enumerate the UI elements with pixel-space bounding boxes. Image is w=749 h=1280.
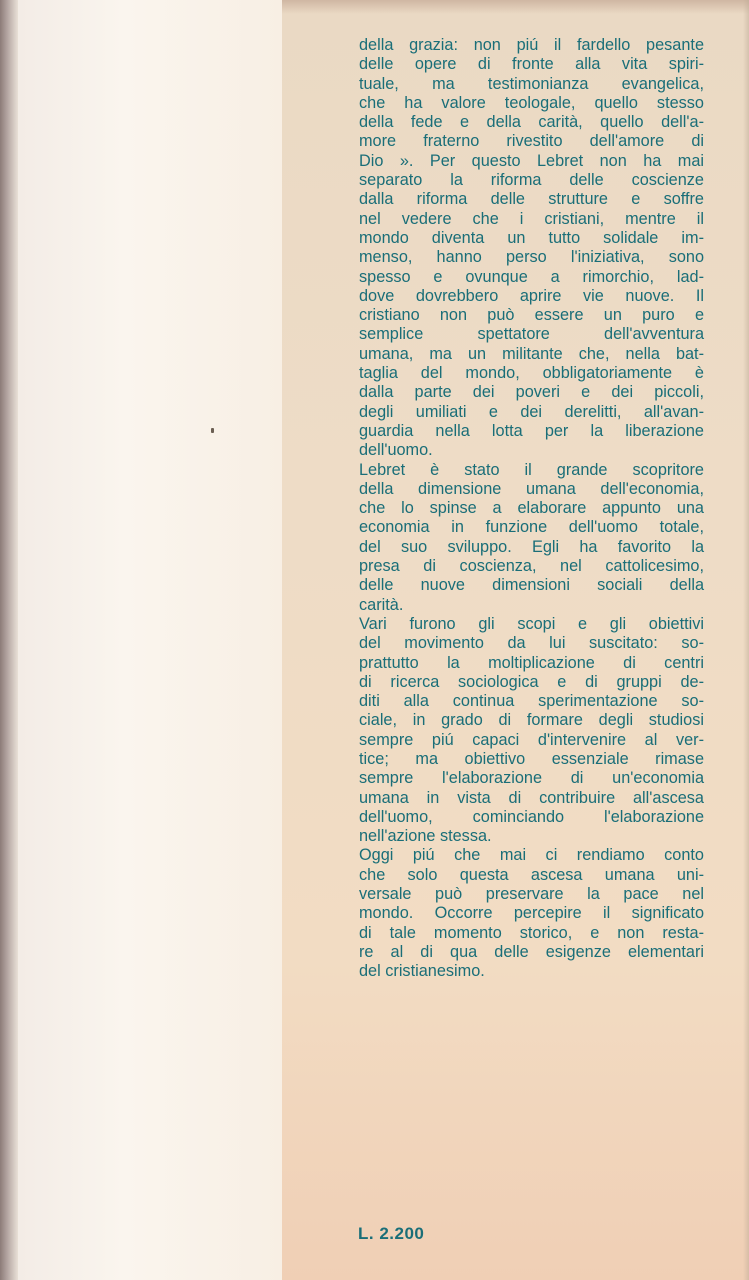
text-line: Vari furono gli scopi e gli obiettivi bbox=[359, 614, 704, 633]
text-line: menso, hanno perso l'iniziativa, sono bbox=[359, 248, 704, 267]
text-line: degli umiliati e dei derelitti, all'avan- bbox=[359, 402, 704, 421]
text-line: mondo diventa un tutto solidale im- bbox=[359, 228, 704, 247]
text-line: nell'azione stessa. bbox=[359, 827, 492, 846]
blurb-text bbox=[359, 36, 704, 982]
text-line: carità. bbox=[359, 595, 404, 614]
paragraph bbox=[359, 36, 704, 461]
text-line: del cristianesimo. bbox=[359, 962, 485, 981]
text-line: guardia nella lotta per la liberazione bbox=[359, 421, 704, 440]
text-line: della fede e della carità, quello dell'a- bbox=[359, 113, 704, 132]
book-spine-edge bbox=[0, 0, 18, 1280]
paragraph bbox=[359, 846, 704, 981]
text-line: tuale, ma testimonianza evangelica, bbox=[359, 74, 704, 93]
text-line: della grazia: non piú il fardello pesante bbox=[359, 36, 704, 54]
text-line: diti alla continua sperimentazione so- bbox=[359, 692, 704, 711]
text-line: sempre l'elaborazione di un'economia bbox=[359, 769, 704, 788]
paper-speck bbox=[211, 428, 214, 433]
text-line: prattutto la moltiplicazione di centri bbox=[359, 653, 704, 672]
text-line: separato la riforma delle coscienze bbox=[359, 171, 704, 190]
text-line: che lo spinse a elaborare appunto una bbox=[359, 499, 704, 518]
text-line: dove dovrebbero aprire vie nuove. Il bbox=[359, 286, 704, 305]
text-line: semplice spettatore dell'avventura bbox=[359, 325, 704, 344]
text-line: delle nuove dimensioni sociali della bbox=[359, 576, 704, 595]
text-line: di ricerca sociologica e di gruppi de- bbox=[359, 672, 704, 691]
cover-right-edge bbox=[743, 0, 749, 1280]
text-line: Lebret è stato il grande scopritore bbox=[359, 460, 704, 479]
paragraph bbox=[359, 615, 704, 847]
text-line: della dimensione umana dell'economia, bbox=[359, 479, 704, 498]
text-line: umana, ma un militante che, nella bat- bbox=[359, 344, 704, 363]
text-line: spesso e ovunque a rimorchio, lad- bbox=[359, 267, 704, 286]
text-line: dalla riforma delle strutture e soffre bbox=[359, 190, 704, 209]
price-label: L. 2.200 bbox=[358, 1224, 425, 1243]
inner-flap bbox=[18, 0, 282, 1280]
text-line: Oggi piú che mai ci rendiamo conto bbox=[359, 846, 704, 865]
text-line: ciale, in grado di formare degli studiosi bbox=[359, 711, 704, 730]
cover-top-shadow bbox=[282, 0, 749, 14]
text-line: Dio ». Per questo Lebret non ha mai bbox=[359, 151, 704, 170]
text-line: dell'uomo, cominciando l'elaborazione bbox=[359, 807, 704, 826]
text-line: tice; ma obiettivo essenziale rimase bbox=[359, 749, 704, 768]
text-line: sempre piú capaci d'intervenire al ver- bbox=[359, 730, 704, 749]
text-line: del suo sviluppo. Egli ha favorito la bbox=[359, 537, 704, 556]
text-line: mondo. Occorre percepire il significato bbox=[359, 904, 704, 923]
text-line: economia in funzione dell'uomo totale, bbox=[359, 518, 704, 537]
text-line: nel vedere che i cristiani, mentre il bbox=[359, 209, 704, 228]
text-line: taglia del mondo, obbligatoriamente è bbox=[359, 364, 704, 383]
text-line: dalla parte dei poveri e dei piccoli, bbox=[359, 383, 704, 402]
text-line: dell'uomo. bbox=[359, 441, 433, 460]
text-line: re al di qua delle esigenze elementari bbox=[359, 942, 704, 961]
text-line: che solo questa ascesa umana uni- bbox=[359, 865, 704, 884]
text-line: del movimento da lui suscitato: so- bbox=[359, 634, 704, 653]
text-line: cristiano non può essere un puro e bbox=[359, 306, 704, 325]
text-line: delle opere di fronte alla vita spiri- bbox=[359, 55, 704, 74]
text-line: presa di coscienza, nel cattolicesimo, bbox=[359, 557, 704, 576]
text-line: umana in vista di contribuire all'ascesa bbox=[359, 788, 704, 807]
text-line: versale può preservare la pace nel bbox=[359, 885, 704, 904]
text-line: more fraterno rivestito dell'amore di bbox=[359, 132, 704, 151]
paragraph bbox=[359, 461, 704, 615]
text-line: che ha valore teologale, quello stesso bbox=[359, 93, 704, 112]
text-line: di tale momento storico, e non resta- bbox=[359, 923, 704, 942]
